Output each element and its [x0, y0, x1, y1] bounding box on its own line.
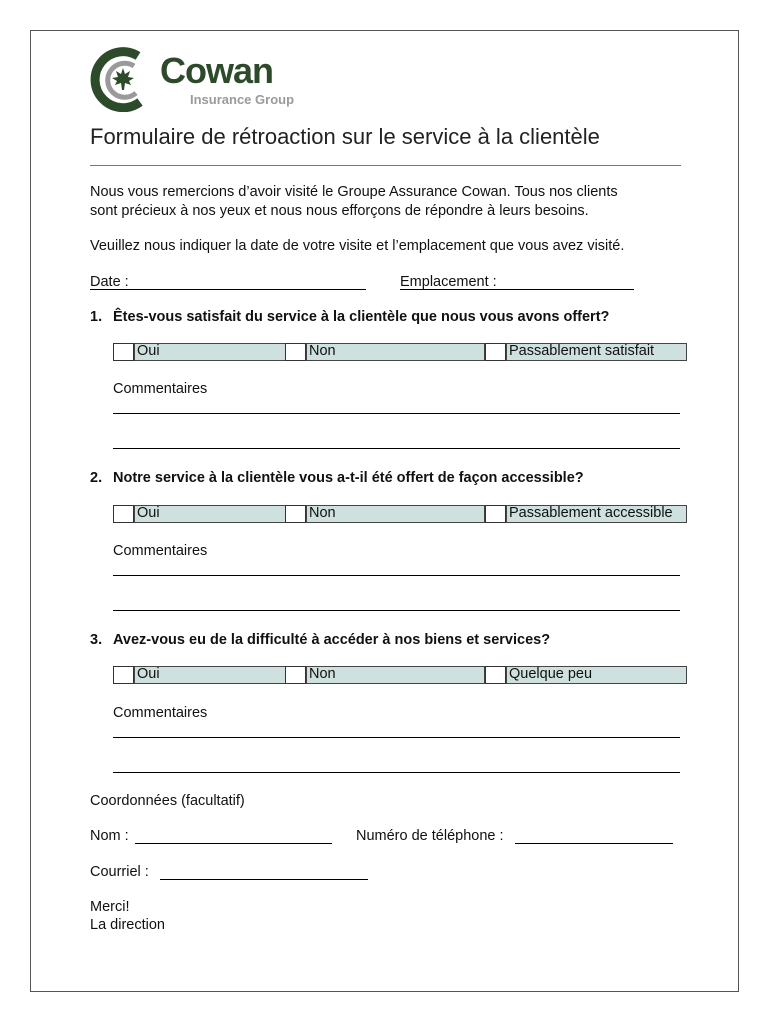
option-label-non: Non	[309, 505, 336, 521]
question-2-number: 2.	[90, 470, 103, 486]
option-label-oui: Oui	[137, 343, 160, 359]
option-label-oui: Oui	[137, 505, 160, 521]
checkbox-non[interactable]	[285, 505, 306, 523]
checkbox-oui[interactable]	[113, 666, 134, 684]
comments-line[interactable]	[113, 610, 680, 611]
comments-line[interactable]	[113, 448, 680, 449]
closing-signature: La direction	[90, 917, 165, 933]
question-3-number: 3.	[90, 632, 103, 648]
email-field[interactable]	[160, 879, 368, 880]
location-label: Emplacement :	[400, 274, 497, 290]
comments-line[interactable]	[113, 772, 680, 773]
intro-line-2: sont précieux à nos yeux et nous nous efforçons de répondre à leurs besoins.	[90, 203, 589, 219]
comments-line[interactable]	[113, 413, 680, 414]
phone-label: Numéro de téléphone :	[356, 828, 504, 844]
date-label: Date :	[90, 274, 129, 290]
title-divider	[90, 165, 681, 166]
comments-label: Commentaires	[113, 543, 208, 559]
checkbox-option-3[interactable]	[485, 505, 506, 523]
checkbox-option-3[interactable]	[485, 343, 506, 361]
option-label-3: Quelque peu	[509, 666, 593, 682]
name-label: Nom :	[90, 828, 129, 844]
phone-field[interactable]	[515, 843, 673, 844]
question-2-text: Notre service à la clientèle vous a-t-il été offert de façon accessible?	[113, 470, 584, 486]
comments-label: Commentaires	[113, 705, 208, 721]
comments-line[interactable]	[113, 575, 680, 576]
logo-name: Cowan	[160, 50, 274, 91]
question-2-options	[113, 505, 687, 523]
location-field[interactable]	[400, 289, 634, 290]
instruction-text: Veuillez nous indiquer la date de votre visite et l’emplacement que vous avez visité.	[90, 238, 625, 254]
option-label-non: Non	[309, 666, 336, 682]
checkbox-non[interactable]	[285, 666, 306, 684]
date-field[interactable]	[90, 289, 366, 290]
logo-subtitle: Insurance Group	[190, 92, 295, 107]
question-1-options	[113, 343, 687, 361]
maple-leaf-logo-icon	[90, 46, 160, 112]
form-title: Formulaire de rétroaction sur le service à la clientèle	[90, 124, 600, 149]
checkbox-option-3[interactable]	[485, 666, 506, 684]
closing-thanks: Merci!	[90, 899, 130, 915]
intro-line-1: Nous vous remercions d’avoir visité le Groupe Assurance Cowan. Tous nos clients	[90, 184, 618, 200]
question-1-text: Êtes-vous satisfait du service à la clientèle que nous vous avons offert?	[113, 309, 610, 325]
option-label-non: Non	[309, 343, 336, 359]
question-3-text: Avez-vous eu de la difficulté à accéder à nos biens et services?	[113, 632, 551, 648]
checkbox-oui[interactable]	[113, 505, 134, 523]
contact-heading: Coordonnées (facultatif)	[90, 793, 245, 809]
checkbox-non[interactable]	[285, 343, 306, 361]
option-label-3: Passablement accessible	[509, 505, 673, 521]
comments-line[interactable]	[113, 737, 680, 738]
company-logo	[90, 46, 305, 112]
email-label: Courriel :	[90, 864, 149, 880]
question-1-number: 1.	[90, 309, 103, 325]
comments-label: Commentaires	[113, 381, 208, 397]
name-field[interactable]	[135, 843, 332, 844]
option-label-3: Passablement satisfait	[509, 343, 655, 359]
checkbox-oui[interactable]	[113, 343, 134, 361]
option-label-oui: Oui	[137, 666, 160, 682]
question-3-options	[113, 666, 687, 684]
